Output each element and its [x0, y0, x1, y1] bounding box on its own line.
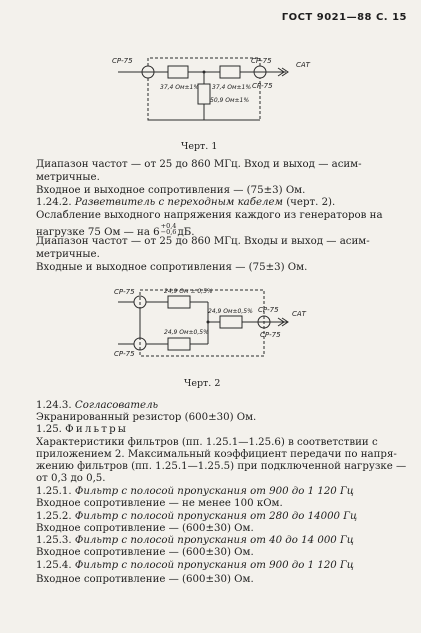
fig2-label-out-top: СР-75	[258, 306, 279, 314]
resistor-r2-icon	[168, 338, 190, 350]
para1-line5: Ослабление выходного напряжения каждого из генераторов на	[36, 210, 383, 221]
figure-1-schematic	[108, 50, 328, 132]
fig1-label-r2: 37,4 Ом±1%	[212, 84, 252, 91]
para1-line9: Входные и выходное сопротивления — (75±3) Ом.	[36, 262, 308, 273]
section-title: Фильтр с полосой пропускания от 900 до 1 120 Гц	[74, 486, 354, 497]
para1-line1: Диапазон частот — от 25 до 860 МГц. Вход и выход — асим-	[36, 159, 362, 170]
fig1-label-r1: 37,4 Ом±1%	[160, 84, 200, 91]
section-title: Фильтры	[65, 424, 129, 435]
para1-line4	[36, 197, 335, 209]
para1-line2: метричные.	[36, 172, 100, 183]
para2-line5: приложением 2. Максимальный коэффициент передачи по напря-	[36, 449, 397, 460]
section-title: Фильтр с полосой пропускания от 900 до 1 120 Гц	[74, 560, 354, 571]
section-title: Разветвитель с переходным кабелем	[74, 197, 283, 208]
attenuation-text: нагрузке 75 Ом — на 6	[36, 227, 160, 238]
fig2-label-in1: СР-75	[114, 288, 135, 296]
para1-line3: Входное и выходное сопротивления — (75±3) Ом.	[36, 185, 306, 196]
section-ref: (черт. 2).	[286, 197, 336, 208]
para2-line3	[36, 424, 128, 436]
fig1-label-in: СР-75	[112, 57, 133, 65]
section-title: Фильтр с полосой пропускания от 40 до 14 000 Гц	[74, 535, 354, 546]
section-title: Согласователь	[74, 400, 159, 411]
filter-1-impedance: Входное сопротивление — не менее 100 кОм.	[36, 498, 283, 509]
para1-line7: Диапазон частот — от 25 до 860 МГц. Входы и выход — асим-	[36, 236, 370, 247]
tolerance-lower: −0,6	[160, 228, 177, 236]
para2-line4: Характеристики фильтров (пп. 1.25.1—1.25.6) в соответствии с	[36, 437, 378, 448]
para2-line1	[36, 400, 158, 412]
fig2-label-r3: 24,9 Ом±0,5%	[208, 308, 253, 315]
tolerance-upper: +0,4	[160, 222, 177, 230]
fig1-label-out-bottom: СР-75	[252, 82, 273, 90]
section-number: 1.24.2.	[36, 197, 72, 208]
fig2-label-cat: САТ	[292, 310, 306, 318]
filter-2-impedance: Входное сопротивление — (600±30) Ом.	[36, 523, 254, 534]
filter-1-heading	[36, 486, 354, 498]
page-header: ГОСТ 9021—88 С. 15	[281, 12, 407, 23]
resistor-r2-icon	[220, 66, 240, 78]
figure-2-schematic	[112, 282, 322, 360]
para1-line8: метричные.	[36, 249, 100, 260]
resistor-r1-icon	[168, 296, 190, 308]
resistor-r1-icon	[168, 66, 188, 78]
fig2-label-r2: 24,9 Ом±0,5%	[164, 329, 209, 336]
fig1-label-cat: САТ	[296, 61, 310, 69]
filter-3-heading	[36, 535, 354, 547]
fig1-label-r3: 50,9 Ом±1%	[210, 97, 250, 104]
section-number: 1.25.2.	[36, 511, 72, 522]
filter-4-impedance: Входное сопротивление — (600±30) Ом.	[36, 574, 254, 585]
section-number: 1.25.3.	[36, 535, 72, 546]
filter-2-heading	[36, 511, 357, 523]
figure-1-caption: Черт. 1	[181, 141, 218, 152]
para2-line6: жению фильтров (пп. 1.25.1—1.25.5) при подключенной нагрузке —	[36, 461, 407, 472]
fig2-label-out-bottom: СР-75	[260, 331, 281, 339]
para2-line2: Экранированный резистор (600±30) Ом.	[36, 412, 257, 423]
para2-line7: от 0,3 до 0,5.	[36, 473, 106, 484]
filter-4-heading	[36, 560, 354, 572]
figure-2-caption: Черт. 2	[184, 378, 221, 389]
section-title: Фильтр с полосой пропускания от 280 до 14000 Гц	[74, 511, 358, 522]
filter-3-impedance: Входное сопротивление — (600±30) Ом.	[36, 547, 254, 558]
attenuation-unit: дБ.	[177, 227, 195, 238]
section-number: 1.25.	[36, 424, 62, 435]
section-number: 1.25.4.	[36, 560, 72, 571]
section-number: 1.25.1.	[36, 486, 72, 497]
fig2-label-r1: 24,9 Ом ± 0,5%	[164, 288, 213, 295]
section-number: 1.24.3.	[36, 400, 72, 411]
resistor-r3-icon	[220, 316, 242, 328]
fig1-label-out-top: СР-75	[251, 57, 272, 65]
fig2-label-in2: СР-75	[114, 350, 135, 358]
resistor-r3-icon	[198, 84, 210, 104]
